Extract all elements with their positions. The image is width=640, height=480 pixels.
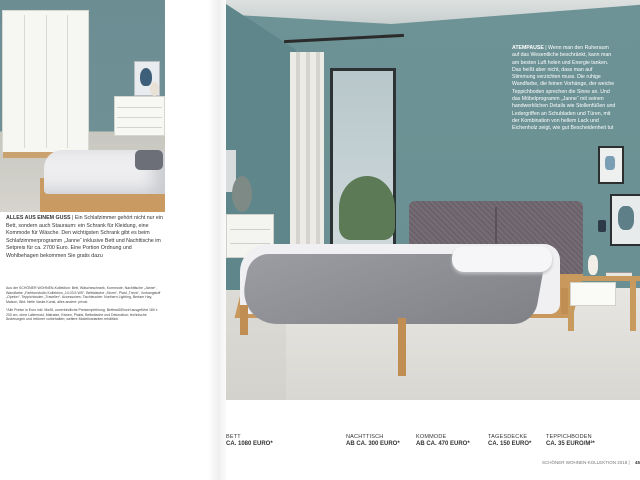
caption-price: CA. 35 EURO/M²* (546, 441, 595, 447)
wardrobe-illustration (2, 10, 89, 153)
caption-label: TAGESDECKE (488, 434, 528, 440)
caption-label: KOMMODE (416, 434, 447, 440)
caption-price: CA. 1080 EURO* (226, 441, 273, 447)
wall-art-small (598, 146, 624, 184)
curtain (290, 52, 324, 262)
caption-price: CA. 150 EURO* (488, 441, 532, 447)
price-disclaimer: *Alle Preise in Euro inkl. MwSt. unverbindliche Preisempfehlung. Bettmaß/Einzel ausgeführt 180 x 200 cm, ohne Lattenrost, Matratze, Kissen, Plaids, Bettwäsche und Dekoration; technische Änderungen und Irrtümer vorbehalten; weitere Modellvarianten erhältlich. (6, 307, 158, 322)
page-number: 45 (634, 460, 640, 465)
wall-lamp (598, 220, 606, 232)
price-captions (226, 434, 640, 454)
curtain-rod (284, 34, 404, 43)
caption-dresser (416, 434, 470, 448)
caption-carpet (546, 434, 595, 448)
bedroom-photo-small (0, 0, 165, 212)
left-article-text (6, 215, 164, 264)
caption-bed (226, 434, 273, 448)
left-body: | Ein Schlafzimmer gehört nicht nur ein Bett, sondern auch Stauraum: ein Schrank für Kleidung, eine Kommode für Wäsche. Den wichtigsten Schrank gibt es beim Schlafzimmerprogramm „Janne“ inklusive Bett und Nachttische im Setpreis für ca. 2700 Euro. Eine Portion Ordnung und Wohlbehagen bekommen Sie gratis dazu (6, 215, 163, 259)
left-lead: ALLES AUS EINEM GUSS (6, 215, 71, 221)
dresser-illustration (114, 96, 165, 136)
caption-nightstand (346, 434, 400, 448)
folio-separator: | (628, 460, 630, 465)
right-lead: ATEMPAUSE (512, 45, 544, 51)
right-body: | Wenn man den Ruheraum auf das Wesentliche beschränkt, kann man am besten Luft holen und Energie tanken. Das heißt aber nicht, dass man auf Stimmung verzichten muss. Die ruhige Wandfarbe, die feinen Vorhänge, der weiche Teppichboden sprechen die Sinne an. Und das Möbelprogramm „Janne“ mit seinen handwerklichen Details wie Stollenfüßen und Ledergriffen an Schubladen und Türen, mit der Kombination von hellem Lack und Eichenholz zeigt, wie gut Bescheidenheit tut (512, 45, 616, 132)
nightstand (566, 276, 640, 336)
table-lamp (150, 82, 159, 96)
caption-bedspread (488, 434, 531, 448)
left-credits (6, 286, 164, 325)
wall-art-large (610, 194, 640, 246)
caption-label: NACHTTISCH (346, 434, 384, 440)
caption-price: AB CA. 300 EURO* (346, 441, 400, 447)
credits-text: Aus der SCHÖNER WOHNEN-Kollektion: Bett, Wäscheschrank, Kommode, Nachttische „Janne“, Wandfarbe „Farbtonstudio Kollektion „14.03.5 WS“. Bettwäsche „Storm“, Plaid „Treva“, Vorhangstoff „Opelon“. Teppichboden „Traveller“. Accessoires: Tischleuchte: Northern Lighting, Bertam Hay, Maison, Bild: Nelle Vaske Kunst, alles andere: privat. (6, 286, 161, 305)
window (330, 68, 396, 253)
pillow (452, 246, 552, 272)
caption-label: BETT (226, 434, 241, 440)
folio-text: SCHÖNER WOHNEN-KOLLEKTION 2018 (542, 460, 628, 465)
page-gutter (208, 0, 226, 480)
page-folio (520, 460, 640, 465)
vase (588, 255, 598, 275)
caption-price: AB CA. 470 EURO* (416, 441, 470, 447)
right-article-text (512, 45, 616, 133)
bed-illustration-small (40, 150, 165, 212)
flower-vase (232, 176, 252, 212)
caption-label: TEPPICHBODEN (546, 434, 592, 440)
